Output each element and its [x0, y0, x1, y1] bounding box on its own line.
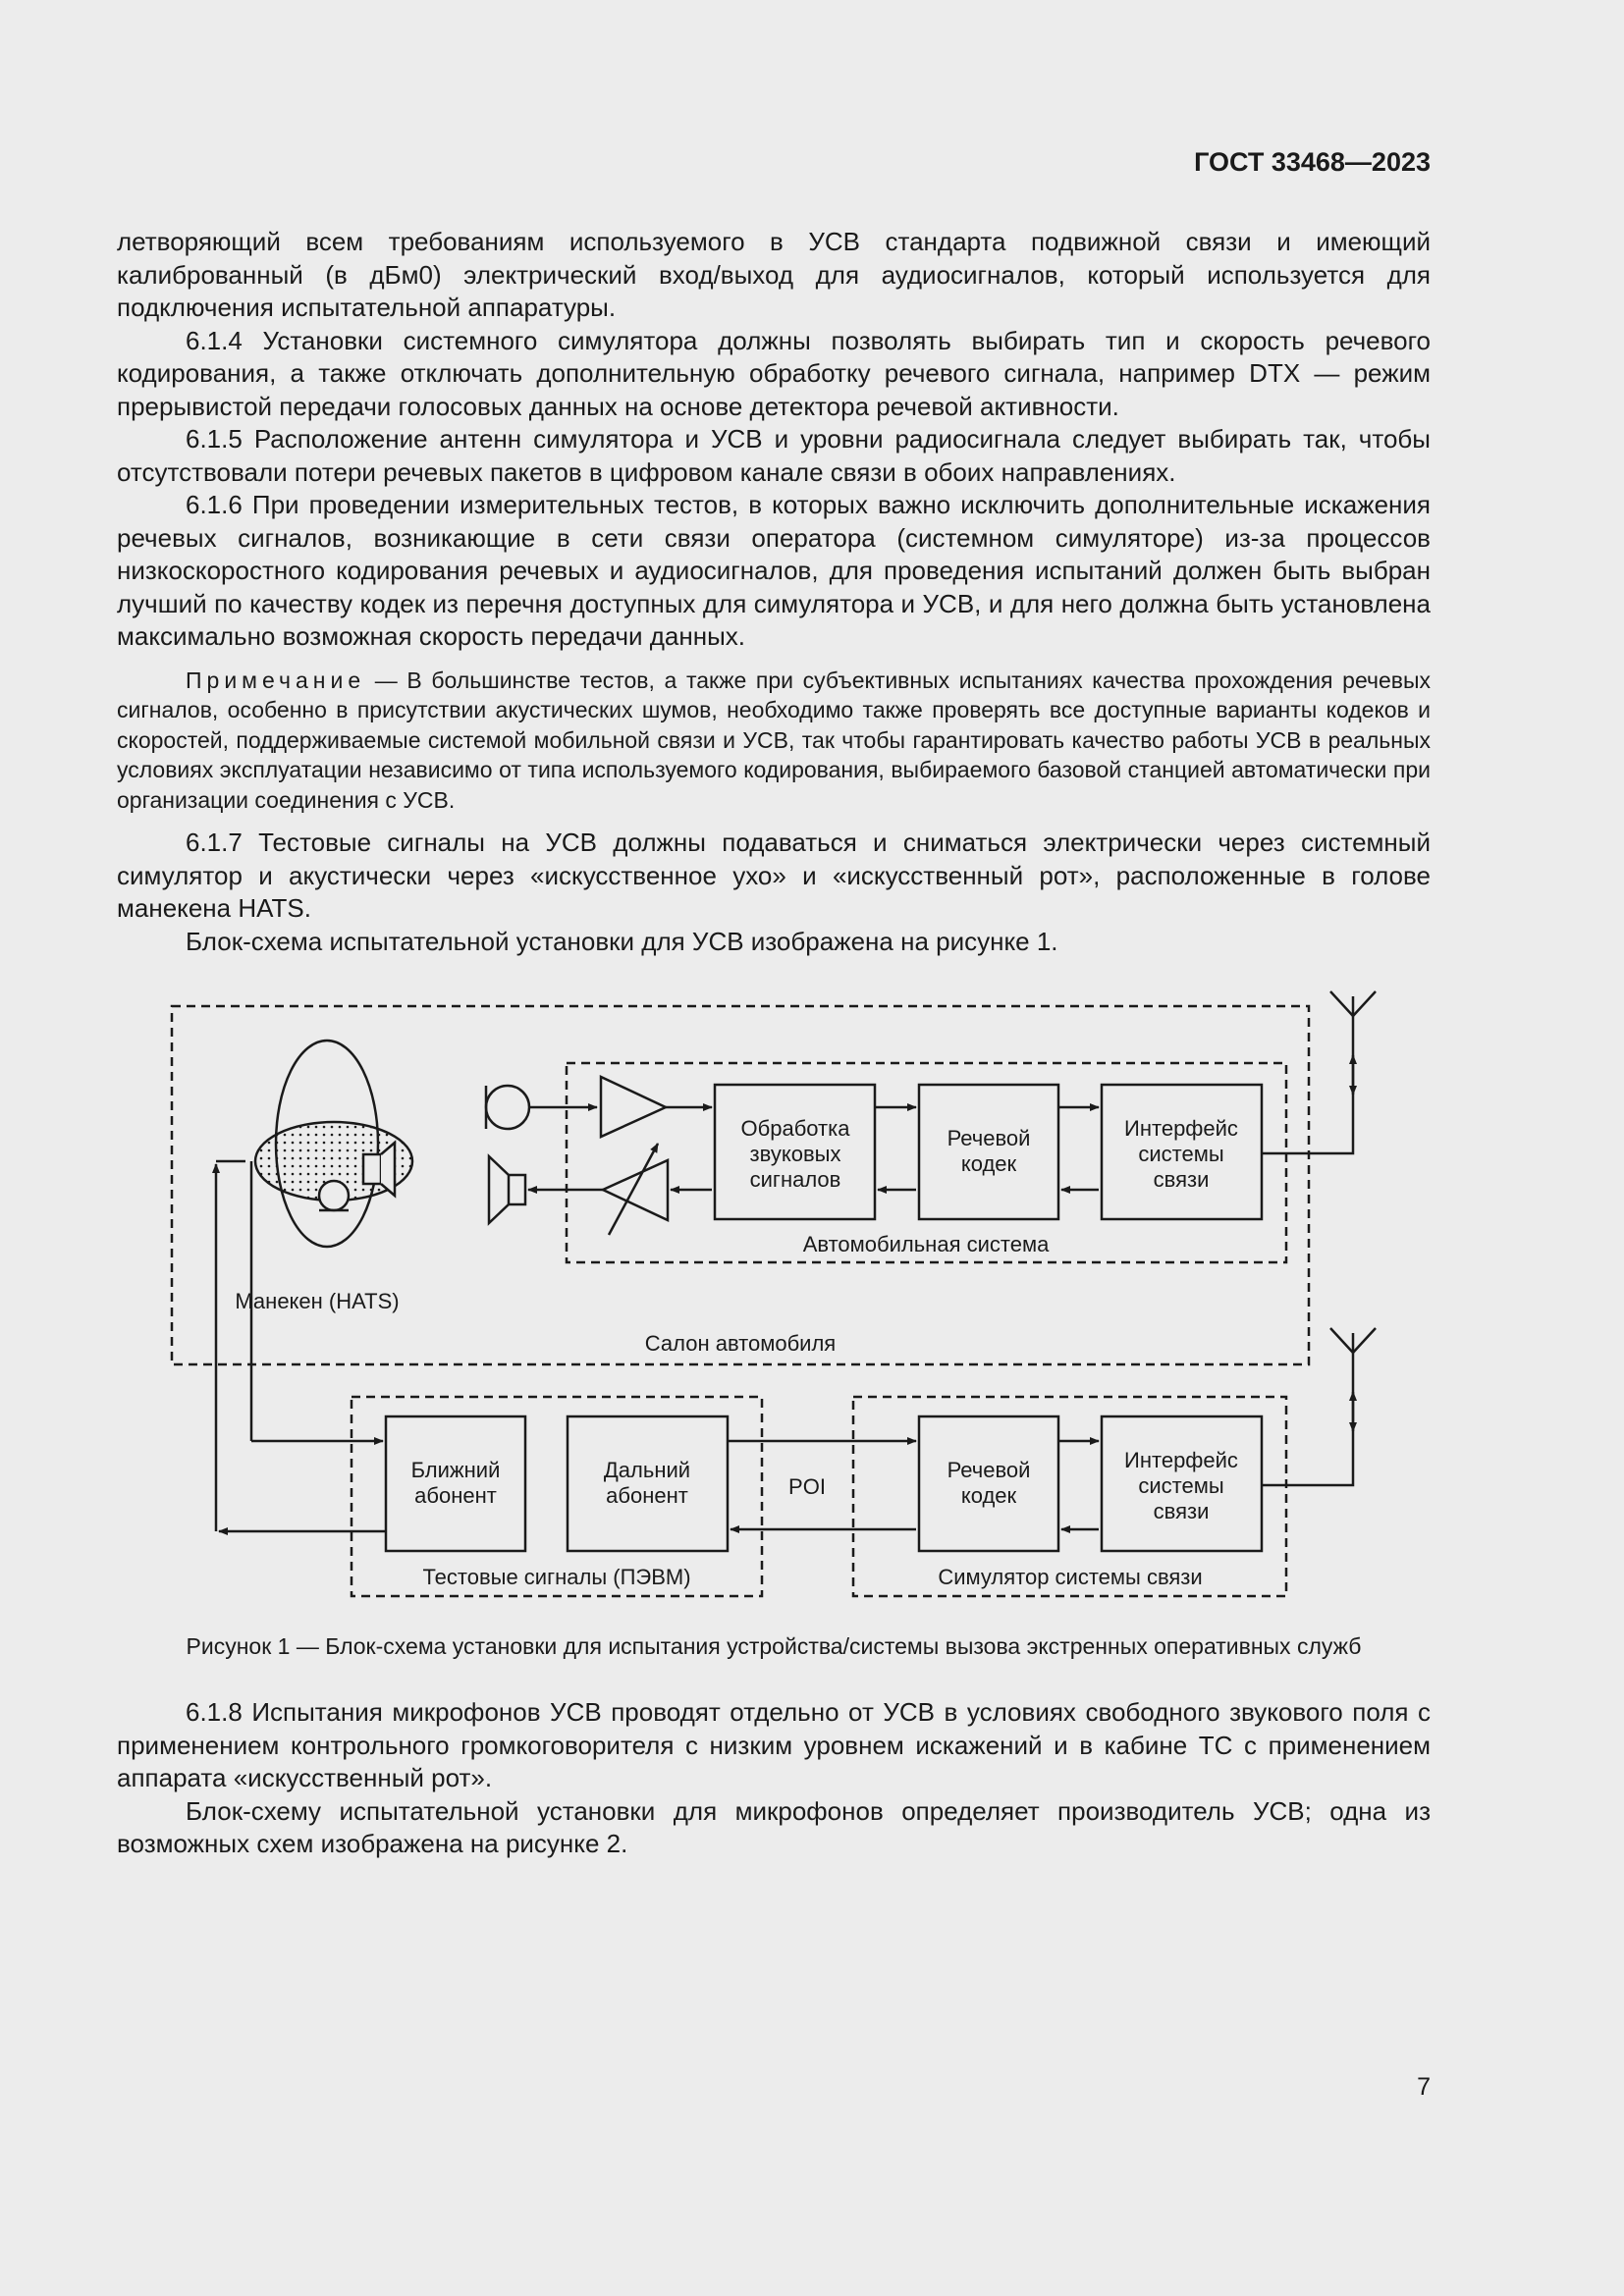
sim-codec-label-2: кодек — [960, 1483, 1017, 1508]
antenna-top-left — [1330, 991, 1353, 1016]
paragraph-6-1-5: 6.1.5 Расположение антенн симулятора и УСВ и уровни радиосигнала следует выбирать так, чтобы отсутствовали потери речевых пакетов в цифровом канале связи в обоих направлениях. — [117, 424, 1431, 487]
paragraph-6-1-4: 6.1.4 Установки системного симулятора должны позволять выбирать тип и скорость речевого кодирования, а также отключать дополнительную обработку речевого сигнала, например DTX — режим прерывистой передачи голосовых данных на основе детектора речевой активности. — [117, 325, 1431, 421]
figure-caption: Рисунок 1 — Блок-схема установки для испытания устройства/системы вызова экстренных оперативных служб — [186, 1633, 1362, 1659]
body-text-top — [117, 226, 1431, 958]
paragraph-continuation: летворяющий всем требованиям используемого в УСВ стандарта подвижной связи и имеющий калиброванный (в дБм0) электрический вход/выход для аудиосигналов, который используется для подключения испытательной аппаратуры. — [117, 227, 1431, 322]
dummy-label: Манекен (HATS) — [235, 1289, 400, 1313]
near-subscriber-label-1: Ближний — [410, 1458, 501, 1482]
note-text: — В большинстве тестов, а также при субъективных испытаниях качества прохождения речевых сигналов, особенно в присутствии акустических шумов, необходимо также проверять все доступные варианты кодеков и скоростей, поддерживаемые системой мобильной связи и УСВ, так чтобы гарантировать качество работы УСВ в реальных условиях эксплуатации независимо от типа используемого кодирования, выбираемого базовой станцией автоматически при организации соединения с УСВ. — [117, 667, 1431, 813]
antenna-bottom-left — [1330, 1328, 1353, 1353]
document-id: ГОСТ 33468—2023 — [1194, 147, 1431, 177]
far-subscriber-label-1: Дальний — [603, 1458, 691, 1482]
page-number: 7 — [1417, 2073, 1431, 2101]
diagram-svg — [147, 982, 1424, 1610]
audio-processing-label-2: звуковых — [749, 1142, 841, 1166]
note — [117, 666, 1431, 816]
paragraph-figure-2-ref: Блок-схему испытательной установки для микрофонов определяет производитель УСВ; одна из возможных схем изображена на рисунке 2. — [117, 1795, 1431, 1858]
vehicle-codec-label-1: Речевой — [947, 1126, 1031, 1150]
vehicle-system-label: Автомобильная система — [802, 1232, 1050, 1256]
sim-codec-label-1: Речевой — [947, 1458, 1031, 1482]
paragraph-6-1-8: 6.1.8 Испытания микрофонов УСВ проводят отдельно от УСВ в условиях свободного звукового поля с применением контрольного громкоговорителя с низким уровнем искажений и в кабине ТС с применением аппарата «искусственный рот». — [117, 1697, 1431, 1792]
artificial-mouth — [363, 1154, 381, 1184]
near-subscriber-label-2: абонент — [414, 1483, 497, 1508]
far-subscriber-label-2: абонент — [606, 1483, 688, 1508]
loudspeaker-icon — [509, 1175, 525, 1204]
sim-interface-label-3: связи — [1153, 1499, 1210, 1523]
sim-interface-label-1: Интерфейс — [1124, 1448, 1238, 1472]
microphone-icon — [486, 1086, 529, 1129]
vehicle-interface-label-1: Интерфейс — [1124, 1116, 1238, 1141]
paragraph-6-1-7: 6.1.7 Тестовые сигналы на УСВ должны подаваться и сниматься электрически через системный симулятор и акустически через «искусственное ухо» и «искусственный рот», расположенные в голове манекена HATS. — [117, 828, 1431, 923]
audio-processing-label-3: сигналов — [749, 1167, 841, 1192]
paragraph-figure-ref: Блок-схема испытательной установки для УСВ изображена на рисунке 1. — [186, 926, 1058, 956]
note-label: Примечание — [186, 667, 366, 693]
vehicle-codec-label-2: кодек — [960, 1151, 1017, 1176]
variable-amplifier-icon — [603, 1160, 668, 1220]
body-text-bottom — [117, 1696, 1431, 1861]
amplifier-icon — [601, 1077, 666, 1137]
test-signals-label: Тестовые сигналы (ПЭВМ) — [422, 1565, 691, 1589]
simulator-label: Симулятор системы связи — [938, 1565, 1203, 1589]
figure-1-block-diagram — [147, 982, 1424, 1610]
sim-interface-label-2: системы — [1138, 1473, 1224, 1498]
car-interior-label: Салон автомобиля — [644, 1331, 837, 1356]
audio-processing-label-1: Обработка — [740, 1116, 850, 1141]
vehicle-interface-label-3: связи — [1153, 1167, 1210, 1192]
poi-label: POI — [788, 1474, 826, 1499]
artificial-ear — [319, 1181, 349, 1210]
vehicle-interface-label-2: системы — [1138, 1142, 1224, 1166]
paragraph-6-1-6: 6.1.6 При проведении измерительных тестов, в которых важно исключить дополнительные искажения речевых сигналов, возникающие в сети связи оператора (системном симуляторе) из-за процессов низкоскоростного кодирования речевых и аудиосигналов, для проведения испытаний должен быть выбран лучший по качеству кодек из перечня доступных для симулятора и УСВ, и для него должна быть установлена максимально возможная скорость передачи данных. — [117, 490, 1431, 651]
